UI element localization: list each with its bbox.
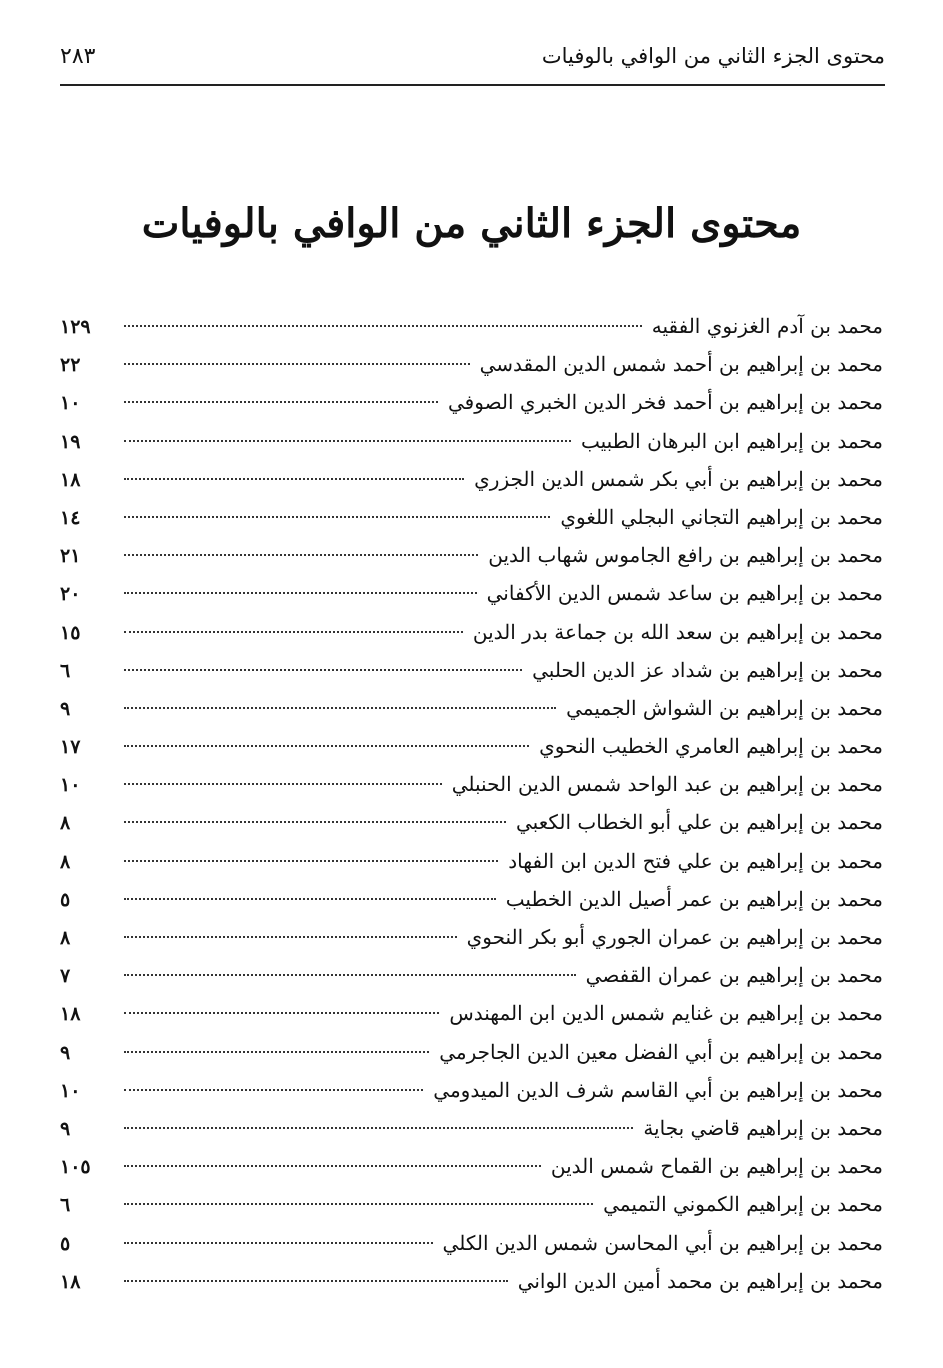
dot-leader (124, 1279, 508, 1282)
entry-page-number: ١٨ (60, 468, 81, 491)
toc-entry (60, 925, 883, 963)
toc-entry (60, 620, 883, 658)
toc-entry (60, 1192, 883, 1230)
entry-page-number: ٩ (60, 697, 71, 720)
toc-entry (60, 734, 883, 772)
dot-leader (124, 515, 550, 518)
entry-name: محمد بن إبراهيم ابن البرهان الطبيب (580, 428, 883, 453)
toc-entry (60, 314, 883, 352)
entry-page-number: ٢١ (60, 545, 81, 568)
dot-leader (124, 439, 571, 442)
entry-page-number: ٢٠ (60, 583, 81, 606)
entry-name: محمد بن إبراهيم الكموني التميمي (603, 1192, 883, 1217)
entry-page-number: ١٧ (60, 736, 81, 759)
entry-name: محمد بن آدم الغزنوي الفقيه (651, 314, 883, 338)
entry-name: محمد بن إبراهيم بن علي فتح الدين ابن الفهاد (508, 848, 883, 873)
entry-page-number: ١٥ (60, 621, 81, 644)
entry-name: محمد بن إبراهيم بن سعد الله بن جماعة بدر الدين (472, 619, 883, 644)
toc-entry (60, 963, 883, 1001)
entry-page-number: ١٠ (60, 392, 81, 415)
dot-leader (124, 1202, 593, 1205)
toc-entry (60, 1078, 883, 1116)
entry-page-number: ١٤ (60, 506, 81, 529)
entry-name: محمد بن إبراهيم بن عمران القفصي (585, 963, 883, 988)
entry-page-number: ٦ (60, 1194, 71, 1217)
toc-entry (60, 1269, 883, 1307)
dot-leader (124, 630, 463, 633)
entry-name: محمد بن إبراهيم بن عبد الواحد شمس الدين الحنبلي (451, 772, 883, 797)
entry-name: محمد بن إبراهيم بن عمر أصيل الدين الخطيب (505, 886, 883, 911)
entry-page-number: ١٠ (60, 774, 81, 797)
dot-leader (124, 553, 478, 556)
dot-leader (124, 668, 522, 671)
entry-page-number: ٨ (60, 850, 71, 873)
entry-name: محمد بن إبراهيم بن القماح شمس الدين (550, 1154, 883, 1179)
entry-name: محمد بن إبراهيم بن أحمد فخر الدين الخبري الصوفي (448, 390, 883, 415)
entry-page-number: ٢٢ (60, 354, 81, 377)
toc-entry (60, 810, 883, 848)
toc-entry (60, 887, 883, 925)
entry-name: محمد بن إبراهيم بن أحمد شمس الدين المقدسي (479, 352, 883, 377)
dot-leader (124, 973, 576, 976)
toc-entry (60, 658, 883, 696)
dot-leader (124, 362, 470, 365)
dot-leader (124, 859, 498, 862)
dot-leader (124, 1126, 633, 1129)
entry-name: محمد بن إبراهيم بن أبي القاسم شرف الدين الميدومي (433, 1077, 883, 1102)
running-title: محتوى الجزء الثاني من الوافي بالوفيات (541, 44, 885, 68)
dot-leader (124, 706, 556, 709)
toc-entry (60, 390, 883, 428)
entry-page-number: ١٠ (60, 1079, 81, 1102)
entry-page-number: ٥ (60, 1232, 71, 1255)
toc-entry (60, 1001, 883, 1039)
page-title: محتوى الجزء الثاني من الوافي بالوفيات (141, 200, 802, 247)
toc-entry (60, 467, 883, 505)
entry-page-number: ٨ (60, 812, 71, 835)
entry-page-number: ١٩ (60, 430, 81, 453)
entry-name: محمد بن إبراهيم بن محمد أمين الدين الواني (517, 1268, 883, 1293)
toc-entry (60, 505, 883, 543)
entry-name: محمد بن إبراهيم بن رافع الجاموس شهاب الدين (488, 543, 883, 568)
entry-page-number: ١٨ (60, 1270, 81, 1293)
entry-name: محمد بن إبراهيم بن أبي الفضل معين الدين الجاجرمي (439, 1039, 883, 1064)
dot-leader (124, 324, 642, 327)
toc-entry (60, 696, 883, 734)
toc-entry (60, 772, 883, 810)
entry-name: محمد بن إبراهيم بن علي أبو الخطاب الكعبي (516, 810, 883, 835)
entry-name: محمد بن إبراهيم بن أبي المحاسن شمس الدين الكلي (442, 1230, 883, 1255)
dot-leader (124, 1088, 423, 1091)
entry-name: محمد بن إبراهيم بن شداد عز الدين الحلبي (532, 657, 883, 682)
table-of-contents (60, 314, 883, 1307)
dot-leader (124, 744, 529, 747)
entry-page-number: ٥ (60, 888, 71, 911)
dot-leader (124, 1011, 439, 1014)
dot-leader (124, 477, 464, 480)
dot-leader (124, 820, 506, 823)
entry-name: محمد بن إبراهيم بن الشواش الجميمي (566, 695, 883, 720)
entry-name: محمد بن إبراهيم العامري الخطيب النحوي (539, 734, 883, 759)
entry-page-number: ١٠٥ (60, 1156, 91, 1179)
toc-entry (60, 849, 883, 887)
entry-page-number: ١٨ (60, 1003, 81, 1026)
toc-entry (60, 543, 883, 581)
toc-entry (60, 352, 883, 390)
entry-name: محمد بن إبراهيم التجاني البجلي اللغوي (560, 504, 883, 529)
dot-leader (124, 1164, 541, 1167)
toc-entry (60, 1231, 883, 1269)
entry-page-number: ١٢٩ (60, 316, 91, 338)
entry-page-number: ٧ (60, 965, 71, 988)
dot-leader (124, 782, 442, 785)
entry-page-number: ٦ (60, 659, 71, 682)
entry-page-number: ٩ (60, 1117, 71, 1140)
dot-leader (124, 591, 477, 594)
toc-entry (60, 1040, 883, 1078)
entry-page-number: ٩ (60, 1041, 71, 1064)
entry-name: محمد بن إبراهيم بن ساعد شمس الدين الأكفاني (486, 581, 883, 606)
dot-leader (124, 897, 496, 900)
toc-entry (60, 1116, 883, 1154)
dot-leader (124, 935, 457, 938)
toc-entry (60, 429, 883, 467)
running-header (60, 38, 885, 86)
dot-leader (124, 400, 438, 403)
toc-entry (60, 581, 883, 619)
entry-name: محمد بن إبراهيم بن عمران الجوري أبو بكر النحوي (466, 925, 883, 949)
entry-name: محمد بن إبراهيم بن أبي بكر شمس الدين الجزري (474, 466, 883, 491)
entry-name: محمد بن إبراهيم بن غنايم شمس الدين ابن المهندس (449, 1001, 883, 1026)
entry-name: محمد بن إبراهيم قاضي بجاية (643, 1115, 883, 1140)
dot-leader (124, 1050, 429, 1053)
entry-page-number: ٨ (60, 927, 71, 949)
toc-entry (60, 1154, 883, 1192)
dot-leader (124, 1241, 433, 1244)
page-number: ٢٨٣ (60, 44, 96, 69)
